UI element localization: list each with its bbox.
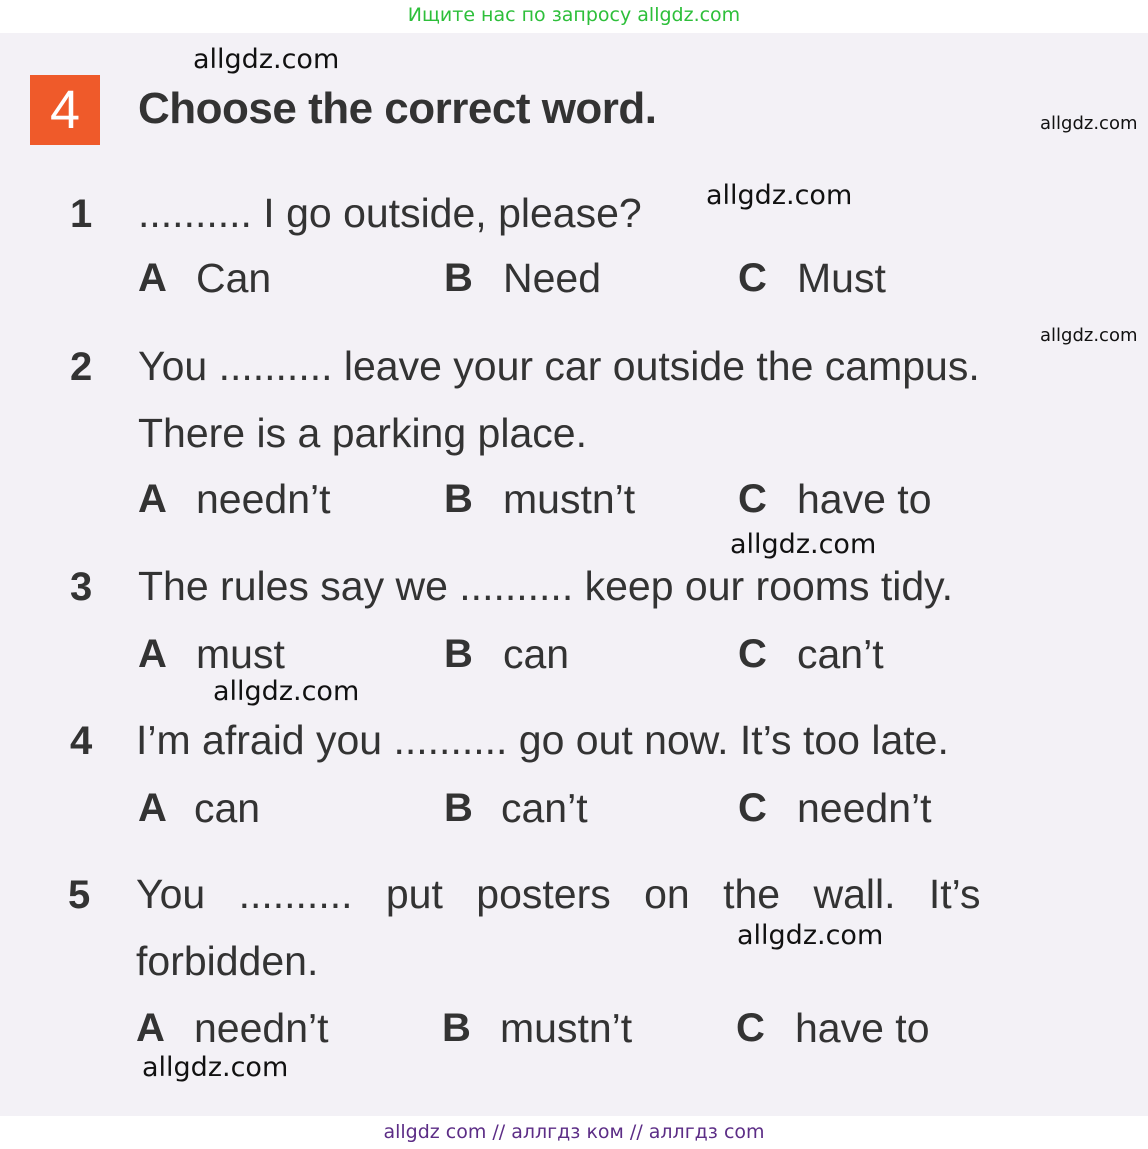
option-text[interactable]: have to — [797, 476, 932, 522]
watermark: allgdz.com — [193, 44, 340, 75]
option-letter: B — [444, 632, 473, 676]
question-number: 5 — [68, 873, 91, 917]
exercise-number-badge: 4 — [30, 75, 100, 145]
option-letter: A — [138, 256, 167, 300]
question-text: I’m afraid you .......... go out now. It’s too late. — [136, 717, 949, 763]
question-number: 2 — [70, 345, 93, 389]
option-text[interactable]: can — [503, 631, 570, 677]
footer-links[interactable]: allgdz com // аллгдз ком // аллгдз com — [0, 1118, 1148, 1149]
option-letter: B — [444, 477, 473, 521]
option-text[interactable]: Must — [797, 255, 886, 301]
question-text: .......... I go outside, please? — [138, 190, 642, 236]
question-text: You .......... put posters on the wall. It’s — [136, 871, 981, 917]
question-number: 1 — [70, 192, 93, 236]
option-letter: A — [138, 477, 167, 521]
option-text[interactable]: mustn’t — [500, 1005, 633, 1051]
option-text[interactable]: needn’t — [196, 476, 331, 522]
option-letter: B — [444, 786, 473, 830]
option-text[interactable]: needn’t — [194, 1005, 329, 1051]
option-letter: C — [738, 256, 767, 300]
option-text[interactable]: Need — [503, 255, 602, 301]
watermark: allgdz.com — [730, 529, 877, 560]
watermark: allgdz.com — [1040, 325, 1138, 346]
question-text: The rules say we .......... keep our rooms tidy. — [138, 563, 953, 609]
watermark: allgdz.com — [213, 676, 360, 707]
exercise-heading: Choose the correct word. — [138, 84, 657, 133]
option-letter: B — [442, 1006, 471, 1050]
option-text[interactable]: mustn’t — [503, 476, 636, 522]
option-text[interactable]: have to — [795, 1005, 930, 1051]
watermark: allgdz.com — [706, 180, 853, 211]
watermark: allgdz.com — [1040, 113, 1138, 134]
option-text[interactable]: needn’t — [797, 785, 932, 831]
question-text: forbidden. — [136, 938, 319, 984]
option-letter: C — [738, 786, 767, 830]
question-number: 3 — [70, 565, 93, 609]
watermark: allgdz.com — [142, 1052, 289, 1083]
question-text: You .......... leave your car outside the campus. — [138, 343, 980, 389]
option-letter: C — [736, 1006, 765, 1050]
option-text[interactable]: Can — [196, 255, 272, 301]
option-letter: C — [738, 632, 767, 676]
option-letter: A — [136, 1006, 165, 1050]
option-letter: A — [138, 786, 167, 830]
option-text[interactable]: must — [196, 631, 285, 677]
option-letter: A — [138, 632, 167, 676]
question-text: There is a parking place. — [138, 410, 587, 456]
question-number: 4 — [70, 719, 93, 763]
option-text[interactable]: can’t — [501, 785, 588, 831]
option-letter: B — [444, 256, 473, 300]
top-banner[interactable]: Ищите нас по запросу allgdz.com — [407, 4, 741, 26]
option-text[interactable]: can — [194, 785, 261, 831]
option-letter: C — [738, 477, 767, 521]
option-text[interactable]: can’t — [797, 631, 884, 677]
watermark: allgdz.com — [737, 920, 884, 951]
